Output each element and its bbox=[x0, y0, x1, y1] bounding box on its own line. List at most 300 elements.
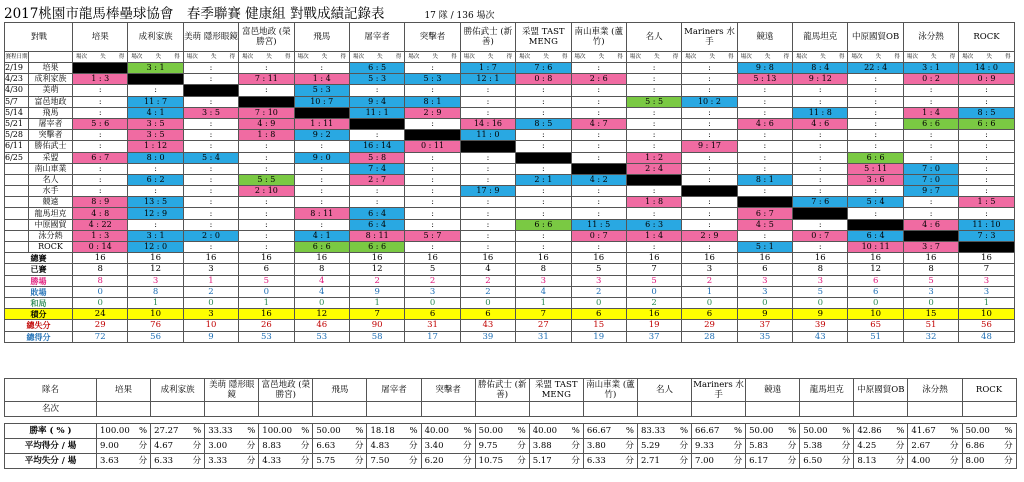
stats-unit: % bbox=[193, 426, 202, 436]
score-cell: : bbox=[460, 107, 515, 118]
stats-unit: 分 bbox=[192, 456, 202, 466]
score-cell: : bbox=[903, 141, 958, 152]
summary-value: 3 bbox=[128, 275, 183, 286]
score-cell: : bbox=[516, 186, 571, 197]
score-cell: 5 : 7 bbox=[405, 230, 460, 241]
score-cell: : bbox=[239, 85, 294, 96]
score-cell: 3 : 6 bbox=[848, 174, 903, 185]
summary-value: 1 bbox=[516, 297, 571, 308]
stats-number: 6.20 bbox=[424, 456, 444, 466]
summary-value: 2 bbox=[682, 275, 737, 286]
score-cell: : bbox=[682, 174, 737, 185]
summary-value: 46 bbox=[294, 320, 349, 331]
summary-value: 2 bbox=[571, 286, 626, 297]
subheader-label: 場次 bbox=[574, 54, 586, 60]
subheader-label: 場次 bbox=[906, 54, 918, 60]
score-cell: : bbox=[349, 85, 404, 96]
score-cell: : bbox=[239, 197, 294, 208]
stats-unit: 分 bbox=[354, 456, 364, 466]
stats-value bbox=[259, 454, 313, 469]
score-cell: 2 : 9 bbox=[682, 230, 737, 241]
subheader-label: 得 bbox=[340, 54, 346, 60]
stats-value bbox=[583, 454, 637, 469]
table-row bbox=[5, 96, 1015, 107]
score-cell: : bbox=[737, 130, 792, 141]
summary-value: 16 bbox=[239, 253, 294, 264]
stats-number: 7.50 bbox=[370, 456, 390, 466]
stats-number: 3.88 bbox=[532, 441, 552, 451]
summary-value: 5 bbox=[571, 264, 626, 275]
summary-value: 0 bbox=[239, 286, 294, 297]
header-row bbox=[5, 23, 1015, 52]
stats-unit: 分 bbox=[949, 456, 959, 466]
summary-value: 2 bbox=[349, 275, 404, 286]
score-cell: 6 : 4 bbox=[349, 208, 404, 219]
score-cell: : bbox=[516, 208, 571, 219]
score-cell: 0 : 7 bbox=[571, 230, 626, 241]
row-team-name: 水手 bbox=[29, 186, 73, 197]
summary-value: 37 bbox=[626, 331, 681, 342]
team-header: 美萌 隱形眼鏡 bbox=[183, 23, 238, 52]
stats-unit: % bbox=[679, 426, 689, 436]
score-cell: 5 : 3 bbox=[294, 85, 349, 96]
subheader-label: 場次 bbox=[740, 54, 752, 60]
stats-number: 4.83 bbox=[370, 441, 390, 451]
score-cell: : bbox=[959, 186, 1014, 197]
rank-cell bbox=[313, 402, 367, 417]
stats-number: 6.50 bbox=[803, 456, 823, 466]
stats-unit: % bbox=[247, 426, 256, 436]
score-cell bbox=[73, 63, 128, 74]
stats-number: 6.33 bbox=[154, 456, 174, 466]
gap-cell bbox=[854, 417, 908, 424]
summary-value: 6 bbox=[737, 264, 792, 275]
score-cell: : bbox=[516, 130, 571, 141]
score-cell: 13 : 5 bbox=[128, 197, 183, 208]
stats-number: 8.83 bbox=[262, 441, 282, 451]
score-cell: 1 : 3 bbox=[73, 74, 128, 85]
summary-value: 0 bbox=[848, 297, 903, 308]
stats-team-name: 成利家族 bbox=[151, 379, 205, 402]
subheader-label: 失 bbox=[155, 54, 162, 60]
stats-number: 4.00 bbox=[911, 456, 931, 466]
summary-value: 8 bbox=[516, 264, 571, 275]
date-cell: 6/11 bbox=[5, 141, 29, 152]
score-cell bbox=[903, 230, 958, 241]
score-cell: 1 : 4 bbox=[294, 74, 349, 85]
stats-value bbox=[800, 454, 854, 469]
score-cell: : bbox=[460, 197, 515, 208]
stats-value bbox=[97, 424, 151, 439]
stats-value bbox=[421, 454, 475, 469]
score-cell: : bbox=[73, 174, 128, 185]
score-cell: 5 : 5 bbox=[239, 174, 294, 185]
score-cell: : bbox=[682, 74, 737, 85]
score-cell: 7 : 11 bbox=[239, 74, 294, 85]
summary-value: 48 bbox=[959, 331, 1014, 342]
summary-value: 76 bbox=[128, 320, 183, 331]
stats-number: 50.00 bbox=[478, 426, 503, 436]
stats-unit: 分 bbox=[679, 441, 689, 451]
table-row bbox=[5, 242, 1015, 253]
summary-value: 29 bbox=[73, 320, 128, 331]
summary-value: 3 bbox=[571, 275, 626, 286]
subheader-cell bbox=[183, 52, 238, 63]
score-cell: : bbox=[349, 197, 404, 208]
score-cell bbox=[183, 85, 238, 96]
subheader-label: 場次 bbox=[851, 54, 863, 60]
stats-number: 3.00 bbox=[208, 441, 228, 451]
stats-value bbox=[313, 424, 367, 439]
rank-cell bbox=[259, 402, 313, 417]
stats-number: 66.67 bbox=[586, 426, 612, 436]
score-cell: : bbox=[128, 219, 183, 230]
summary-value: 12 bbox=[294, 309, 349, 320]
stats-number: 4.67 bbox=[154, 441, 174, 451]
summary-value: 16 bbox=[294, 253, 349, 264]
summary-value: 6 bbox=[682, 309, 737, 320]
subheader-label: 場次 bbox=[242, 54, 254, 60]
summary-value: 16 bbox=[626, 253, 681, 264]
summary-value: 1 bbox=[128, 297, 183, 308]
score-cell: 4 : 5 bbox=[737, 219, 792, 230]
score-cell: : bbox=[959, 130, 1014, 141]
score-cell: : bbox=[682, 130, 737, 141]
score-cell bbox=[405, 130, 460, 141]
stats-number: 9.75 bbox=[478, 441, 498, 451]
score-cell bbox=[737, 197, 792, 208]
score-cell: 8 : 11 bbox=[349, 230, 404, 241]
score-cell bbox=[626, 174, 681, 185]
rank-cell bbox=[746, 402, 800, 417]
stats-unit: 分 bbox=[733, 441, 743, 451]
score-cell: : bbox=[626, 118, 681, 129]
date-cell bbox=[5, 174, 29, 185]
score-cell: 2 : 0 bbox=[183, 230, 238, 241]
stats-value bbox=[583, 439, 637, 454]
stats-number: 8.13 bbox=[857, 456, 877, 466]
score-cell: 6 : 3 bbox=[626, 219, 681, 230]
rank-cell bbox=[205, 402, 259, 417]
subheader-cell bbox=[128, 52, 183, 63]
summary-value: 10 bbox=[959, 309, 1014, 320]
score-cell: 6 : 2 bbox=[128, 174, 183, 185]
subheader-label: 得 bbox=[451, 54, 457, 60]
summary-value: 7 bbox=[516, 309, 571, 320]
score-cell: 5 : 13 bbox=[737, 74, 792, 85]
score-cell: 6 : 6 bbox=[959, 118, 1014, 129]
stats-unit: 分 bbox=[517, 456, 526, 466]
stats-unit: 分 bbox=[895, 441, 905, 451]
blank-cell bbox=[29, 52, 73, 63]
score-cell: : bbox=[516, 96, 571, 107]
score-cell: 11 : 0 bbox=[460, 130, 515, 141]
score-cell: : bbox=[571, 152, 626, 163]
stats-number: 2.67 bbox=[911, 441, 931, 451]
row-team-name: 突擊者 bbox=[29, 130, 73, 141]
summary-value: 7 bbox=[959, 264, 1014, 275]
gap-cell bbox=[529, 417, 583, 424]
score-cell: 12 : 0 bbox=[128, 242, 183, 253]
score-cell: : bbox=[405, 85, 460, 96]
stats-unit: 分 bbox=[354, 441, 364, 451]
score-cell: : bbox=[460, 230, 515, 241]
date-cell bbox=[5, 219, 29, 230]
stats-unit: 分 bbox=[571, 456, 580, 466]
table-row bbox=[5, 130, 1015, 141]
score-cell: 1 : 8 bbox=[626, 197, 681, 208]
score-cell: : bbox=[405, 186, 460, 197]
score-cell bbox=[294, 107, 349, 118]
summary-value: 5 bbox=[405, 264, 460, 275]
score-cell: 9 : 8 bbox=[737, 63, 792, 74]
summary-value: 16 bbox=[793, 253, 848, 264]
stats-value bbox=[908, 454, 962, 469]
summary-value: 0 bbox=[405, 297, 460, 308]
stats-number: 40.00 bbox=[532, 426, 558, 436]
score-cell: : bbox=[516, 242, 571, 253]
score-cell: : bbox=[460, 96, 515, 107]
score-cell bbox=[460, 141, 515, 152]
score-cell: : bbox=[460, 85, 515, 96]
stats-team-name: 泳分熱 bbox=[908, 379, 962, 402]
score-cell: 8 : 1 bbox=[737, 174, 792, 185]
subheader-label: 得 bbox=[838, 54, 845, 60]
summary-row bbox=[5, 309, 1015, 320]
score-cell: 6 : 4 bbox=[349, 219, 404, 230]
team-header: 勝佑武士 (新善) bbox=[460, 23, 515, 52]
summary-row bbox=[5, 320, 1015, 331]
summary-row bbox=[5, 275, 1015, 286]
score-cell: 1 : 4 bbox=[903, 107, 958, 118]
subheader-label: 失 bbox=[654, 54, 660, 60]
stats-value bbox=[367, 424, 421, 439]
score-cell: : bbox=[793, 130, 848, 141]
stats-team-row bbox=[5, 379, 1017, 402]
summary-value: 0 bbox=[183, 297, 238, 308]
summary-label: 積分 bbox=[5, 309, 73, 320]
summary-value: 9 bbox=[737, 309, 792, 320]
score-cell: 2 : 1 bbox=[516, 174, 571, 185]
score-cell: : bbox=[793, 174, 848, 185]
score-cell: : bbox=[959, 174, 1014, 185]
score-cell: : bbox=[571, 107, 626, 118]
summary-value: 3 bbox=[516, 275, 571, 286]
stats-value bbox=[151, 424, 205, 439]
summary-value: 51 bbox=[903, 320, 958, 331]
score-cell: 22 : 4 bbox=[848, 63, 903, 74]
summary-value: 65 bbox=[848, 320, 903, 331]
score-cell: 4 : 1 bbox=[294, 230, 349, 241]
stats-unit: 分 bbox=[571, 441, 580, 451]
subheader-label: 得 bbox=[229, 54, 236, 60]
subheader-label: 得 bbox=[728, 54, 734, 60]
stats-number: 9.33 bbox=[695, 441, 714, 451]
summary-value: 24 bbox=[73, 309, 128, 320]
rank-cell bbox=[151, 402, 205, 417]
rank-cell bbox=[583, 402, 637, 417]
score-cell: 11 : 8 bbox=[793, 107, 848, 118]
subheader-label: 得 bbox=[118, 54, 125, 60]
summary-value: 8 bbox=[73, 275, 128, 286]
score-cell: 12 : 1 bbox=[460, 74, 515, 85]
stats-unit: % bbox=[517, 426, 526, 436]
team-header: ROCK bbox=[959, 23, 1014, 52]
stats-value bbox=[529, 439, 583, 454]
summary-value: 0 bbox=[903, 297, 958, 308]
summary-value: 56 bbox=[959, 320, 1014, 331]
score-cell: : bbox=[183, 96, 238, 107]
subheader-label: 場次 bbox=[297, 54, 309, 60]
rank-cell bbox=[854, 402, 908, 417]
stats-value bbox=[367, 454, 421, 469]
score-cell: : bbox=[183, 242, 238, 253]
score-cell: 5 : 6 bbox=[73, 118, 128, 129]
stats-value bbox=[529, 454, 583, 469]
stats-value bbox=[746, 454, 800, 469]
subheader-cell bbox=[903, 52, 958, 63]
stats-number: 42.86 bbox=[857, 426, 882, 436]
score-cell: : bbox=[294, 63, 349, 74]
score-cell: 10 : 2 bbox=[682, 96, 737, 107]
stats-value bbox=[475, 439, 529, 454]
summary-value: 3 bbox=[959, 275, 1014, 286]
summary-value: 9 bbox=[349, 286, 404, 297]
summary-value: 43 bbox=[793, 331, 848, 342]
score-cell: : bbox=[626, 107, 681, 118]
gap-cell bbox=[962, 417, 1016, 424]
score-cell: : bbox=[848, 118, 903, 129]
summary-value: 0 bbox=[73, 297, 128, 308]
score-cell: : bbox=[516, 141, 571, 152]
stats-number: 9.00 bbox=[100, 441, 119, 451]
summary-value: 16 bbox=[682, 253, 737, 264]
score-cell: 4 : 22 bbox=[73, 219, 128, 230]
score-cell: : bbox=[405, 152, 460, 163]
summary-value: 53 bbox=[239, 331, 294, 342]
subheader-label: 得 bbox=[562, 54, 568, 60]
summary-value: 16 bbox=[349, 253, 404, 264]
score-cell: : bbox=[571, 141, 626, 152]
stats-number: 7.00 bbox=[695, 456, 714, 466]
score-cell: 8 : 5 bbox=[516, 118, 571, 129]
summary-value: 1 bbox=[349, 297, 404, 308]
score-cell: : bbox=[848, 96, 903, 107]
team-header: 名人 bbox=[626, 23, 681, 52]
stats-number: 50.00 bbox=[803, 426, 828, 436]
score-cell: : bbox=[903, 130, 958, 141]
stats-value bbox=[205, 424, 259, 439]
gap-cell bbox=[421, 417, 475, 424]
summary-value: 16 bbox=[959, 253, 1014, 264]
table-row bbox=[5, 74, 1015, 85]
summary-value: 12 bbox=[349, 264, 404, 275]
score-cell: 9 : 2 bbox=[294, 130, 349, 141]
score-cell: 6 : 5 bbox=[349, 63, 404, 74]
date-cell: 4/23 bbox=[5, 74, 29, 85]
score-cell: : bbox=[405, 63, 460, 74]
stats-value bbox=[97, 454, 151, 469]
stats-team-name: 競遠 bbox=[746, 379, 800, 402]
score-cell: 6 : 4 bbox=[848, 230, 903, 241]
stats-unit: 分 bbox=[409, 441, 418, 451]
stats-value bbox=[637, 454, 691, 469]
score-cell: 1 : 12 bbox=[128, 141, 183, 152]
summary-value: 19 bbox=[626, 320, 681, 331]
score-cell: : bbox=[959, 208, 1014, 219]
score-cell: : bbox=[73, 141, 128, 152]
table-row bbox=[5, 141, 1015, 152]
row-team-name: ROCK bbox=[29, 242, 73, 253]
score-cell: : bbox=[239, 242, 294, 253]
subheader-cell bbox=[294, 52, 349, 63]
team-header: 采盟 TAST MENG bbox=[516, 23, 571, 52]
score-cell: 1 : 4 bbox=[626, 230, 681, 241]
stats-unit: 分 bbox=[787, 441, 797, 451]
score-cell: 3 : 5 bbox=[183, 107, 238, 118]
summary-value: 27 bbox=[516, 320, 571, 331]
subheader-label: 場次 bbox=[186, 54, 198, 60]
score-cell: : bbox=[682, 197, 737, 208]
stats-team-name: 名人 bbox=[637, 379, 691, 402]
summary-value: 16 bbox=[903, 253, 958, 264]
score-cell: : bbox=[183, 186, 238, 197]
score-cell: 4 : 2 bbox=[571, 174, 626, 185]
stats-number: 5.83 bbox=[749, 441, 769, 451]
score-cell: : bbox=[405, 208, 460, 219]
score-cell: 5 : 11 bbox=[848, 163, 903, 174]
table-row bbox=[5, 152, 1015, 163]
subheader-cell bbox=[516, 52, 571, 63]
score-cell: 8 : 5 bbox=[959, 107, 1014, 118]
score-cell: 2 : 4 bbox=[626, 163, 681, 174]
subheader-label: 失 bbox=[931, 54, 937, 60]
stats-number: 6.63 bbox=[316, 441, 336, 451]
stats-number: 6.17 bbox=[749, 456, 769, 466]
summary-value: 28 bbox=[682, 331, 737, 342]
score-cell: : bbox=[793, 141, 848, 152]
score-cell: : bbox=[571, 242, 626, 253]
stats-number: 3.80 bbox=[586, 441, 606, 451]
score-cell: 0 : 2 bbox=[903, 74, 958, 85]
score-cell: : bbox=[626, 186, 681, 197]
summary-value: 58 bbox=[349, 331, 404, 342]
date-cell: 5/21 bbox=[5, 118, 29, 129]
score-cell: : bbox=[793, 163, 848, 174]
score-cell bbox=[571, 163, 626, 174]
rank-cell bbox=[367, 402, 421, 417]
score-cell: : bbox=[793, 242, 848, 253]
stats-value bbox=[746, 439, 800, 454]
summary-value: 32 bbox=[903, 331, 958, 342]
stats-unit: % bbox=[1004, 426, 1013, 436]
team-header: 屠宰者 bbox=[349, 23, 404, 52]
stats-number: 4.25 bbox=[857, 441, 877, 451]
stats-unit: % bbox=[301, 426, 310, 436]
score-cell: : bbox=[239, 230, 294, 241]
summary-value: 7 bbox=[626, 264, 681, 275]
stats-unit: 分 bbox=[192, 441, 202, 451]
score-cell: : bbox=[405, 197, 460, 208]
team-label: 隊名 bbox=[5, 379, 97, 402]
summary-value: 7 bbox=[349, 309, 404, 320]
score-cell: : bbox=[183, 163, 238, 174]
stats-team-name: 龍馬坦克 bbox=[800, 379, 854, 402]
score-cell: 11 : 1 bbox=[349, 107, 404, 118]
summary-value: 4 bbox=[294, 286, 349, 297]
score-cell: : bbox=[460, 174, 515, 185]
stats-unit: % bbox=[734, 426, 743, 436]
